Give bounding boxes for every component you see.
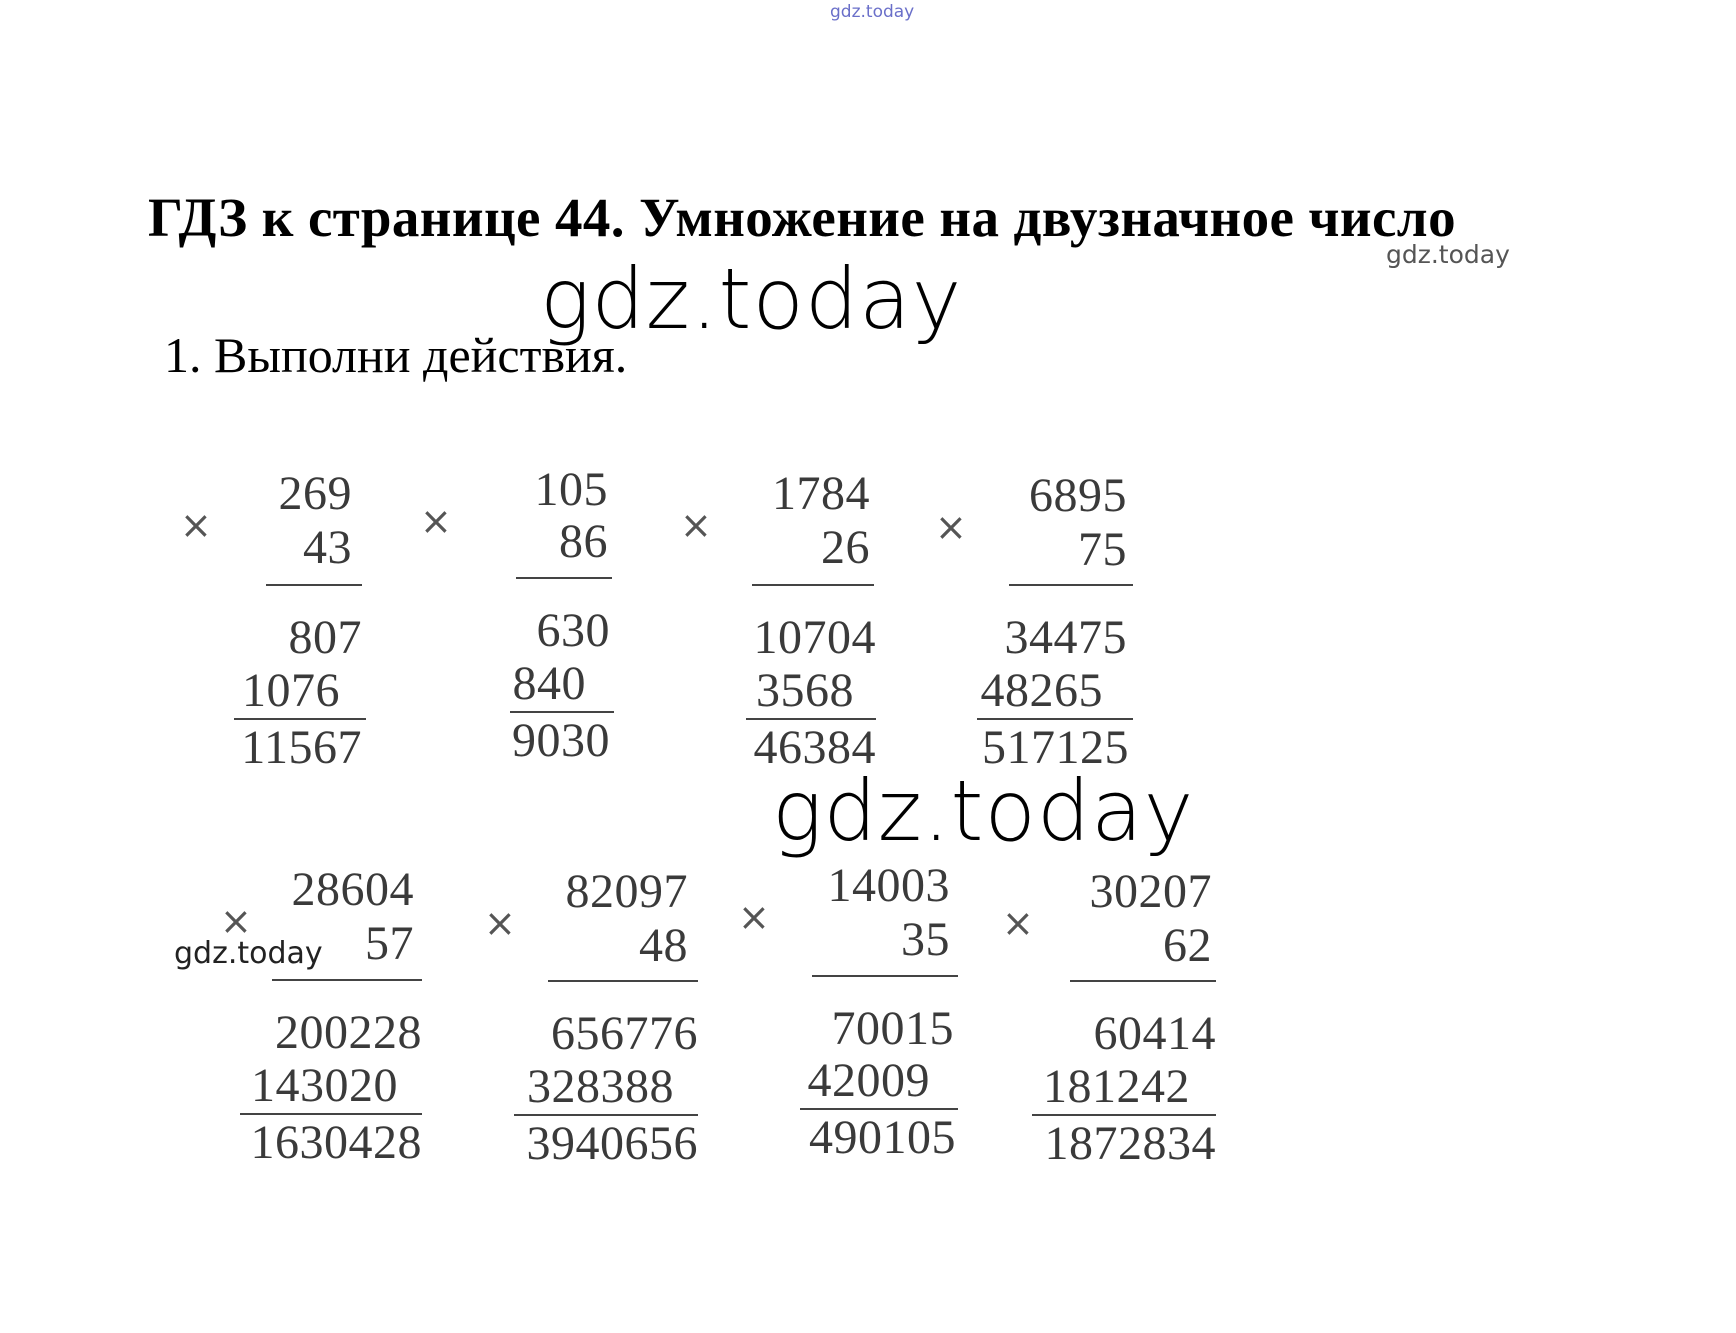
watermark-top: gdz.today (830, 2, 915, 22)
page-title: ГДЗ к странице 44. Умножение на двузначное число (148, 187, 1456, 248)
task-label: 1. Выполни действия. (164, 327, 628, 383)
separator-line (1009, 584, 1133, 586)
separator-line (977, 718, 1133, 720)
multiplier: 35 (901, 913, 950, 966)
partial-product-1: 34475 (1004, 611, 1127, 664)
separator-line (240, 1113, 422, 1115)
partial-product-2: 328388 (527, 1060, 674, 1113)
multiplier: 48 (639, 919, 688, 972)
times-sign: × (738, 895, 770, 939)
multiplier: 26 (821, 521, 870, 574)
multiplicand: 30207 (1089, 865, 1212, 918)
multiplicand: 6895 (1029, 469, 1127, 522)
multiplicand: 14003 (827, 859, 950, 912)
partial-product-2: 143020 (251, 1059, 398, 1112)
product-result: 11567 (241, 721, 362, 774)
separator-line (514, 1114, 698, 1116)
partial-product-1: 656776 (551, 1007, 698, 1060)
partial-product-2: 181242 (1043, 1060, 1190, 1113)
times-sign: × (935, 505, 967, 549)
product-result: 46384 (753, 721, 876, 774)
partial-product-1: 630 (536, 604, 610, 657)
multiplier: 75 (1078, 523, 1127, 576)
watermark-title: gdz.today (1386, 240, 1510, 269)
watermark-left: gdz.today (174, 936, 323, 971)
separator-line (234, 718, 366, 720)
separator-line (548, 980, 698, 982)
partial-product-1: 60414 (1093, 1007, 1216, 1060)
times-sign: × (180, 503, 212, 547)
product-result: 1872834 (1044, 1117, 1216, 1170)
separator-line (516, 577, 612, 579)
separator-line (746, 718, 876, 720)
multiplier: 62 (1163, 919, 1212, 972)
partial-product-2: 1076 (242, 664, 340, 717)
times-sign: × (1002, 901, 1034, 945)
separator-line (812, 975, 958, 977)
product-result: 490105 (809, 1111, 956, 1164)
product-result: 9030 (512, 714, 610, 767)
multiplier: 57 (365, 917, 414, 970)
product-result: 1630428 (250, 1116, 422, 1169)
partial-product-1: 10704 (753, 611, 876, 664)
multiplicand: 269 (278, 467, 352, 520)
times-sign: × (484, 901, 516, 945)
separator-line (272, 979, 422, 981)
separator-line (752, 584, 874, 586)
separator-line (510, 711, 614, 713)
multiplicand: 82097 (565, 865, 688, 918)
separator-line (266, 584, 362, 586)
partial-product-2: 840 (512, 657, 586, 710)
partial-product-1: 200228 (275, 1006, 422, 1059)
watermark-big-1: gdz.today (540, 250, 963, 348)
multiplicand: 28604 (291, 863, 414, 916)
partial-product-2: 42009 (807, 1054, 930, 1107)
partial-product-1: 807 (288, 611, 362, 664)
partial-product-2: 3568 (756, 664, 854, 717)
multiplier: 43 (303, 521, 352, 574)
partial-product-1: 70015 (831, 1002, 954, 1055)
multiplier: 86 (559, 515, 608, 568)
partial-product-2: 48265 (980, 664, 1103, 717)
multiplicand: 1784 (772, 467, 870, 520)
times-sign: × (680, 503, 712, 547)
separator-line (800, 1108, 958, 1110)
separator-line (1070, 980, 1216, 982)
times-sign: × (220, 899, 252, 943)
multiplicand: 105 (534, 463, 608, 516)
watermark-big-2: gdz.today (772, 762, 1195, 860)
separator-line (1032, 1114, 1216, 1116)
product-result: 3940656 (526, 1117, 698, 1170)
product-result: 517125 (982, 721, 1129, 774)
times-sign: × (420, 499, 452, 543)
